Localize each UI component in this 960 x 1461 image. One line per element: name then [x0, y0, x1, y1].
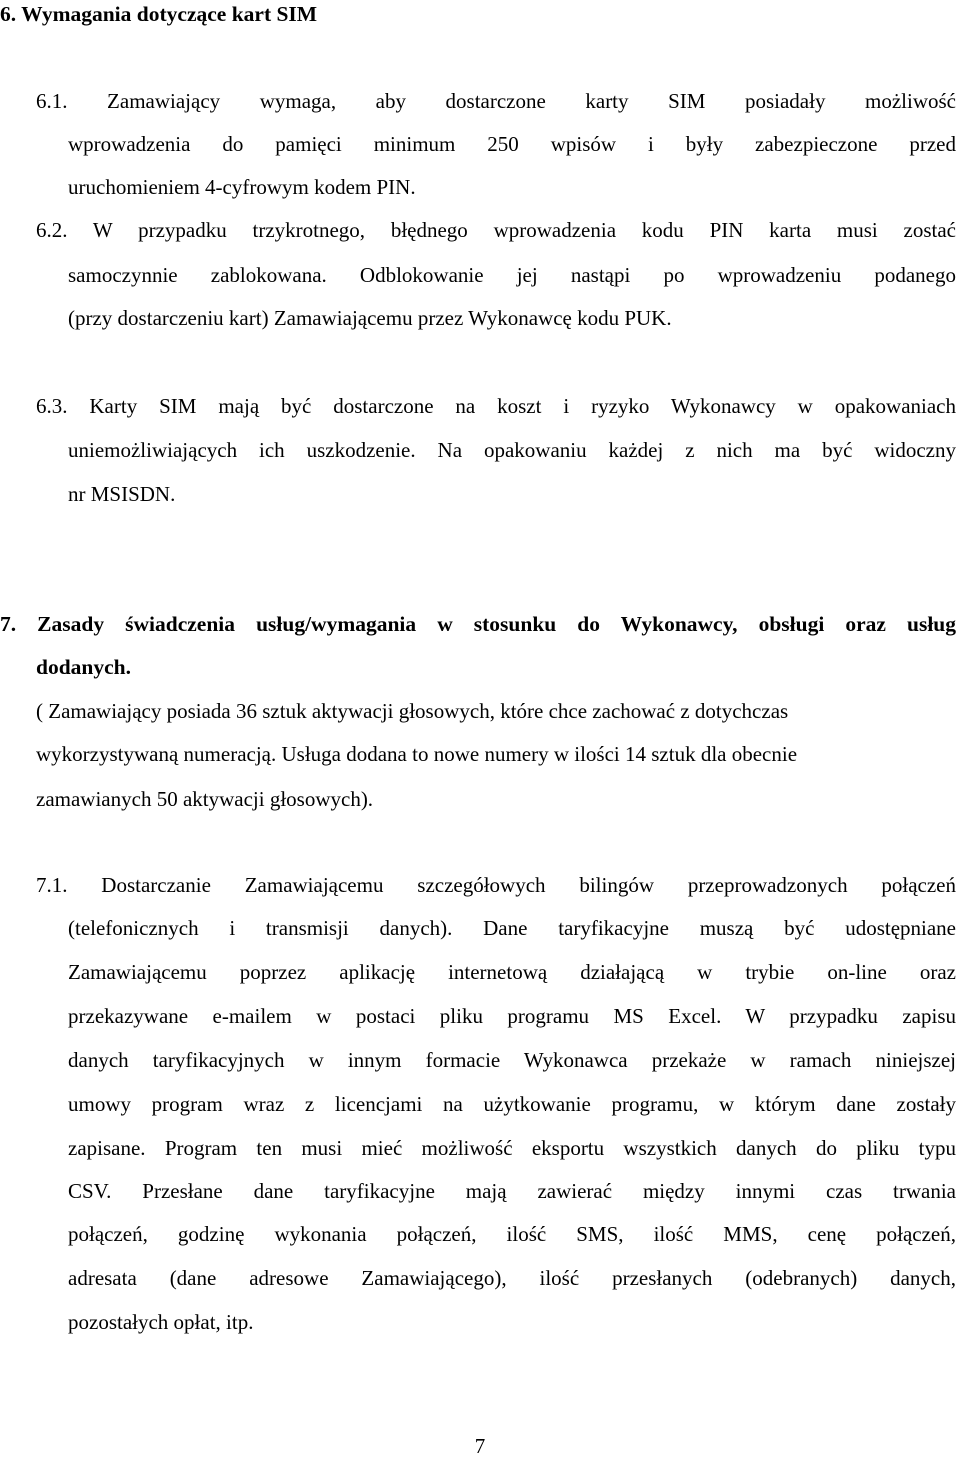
paragraph-7-1-line-2: (telefonicznych i transmisji danych). Dane taryfikacyjne muszą być udostępniane [68, 916, 956, 940]
section-6-heading: 6. Wymagania dotyczące kart SIM [0, 2, 318, 26]
note-line-2: wykorzystywaną numeracją. Usługa dodana to nowe numery w ilości 14 sztuk dla obecnie [36, 742, 798, 766]
paragraph-7-1-line-11: pozostałych opłat, itp. [68, 1310, 254, 1334]
paragraph-6-1-line-1: 6.1. Zamawiający wymaga, aby dostarczone karty SIM posiadały możliwość [36, 89, 956, 113]
paragraph-6-3-line-1: 6.3. Karty SIM mają być dostarczone na koszt i ryzyko Wykonawcy w opakowaniach [36, 394, 956, 418]
paragraph-7-1-line-6: umowy program wraz z licencjami na użytkowanie programu, w którym dane zostały [68, 1092, 956, 1116]
paragraph-7-1-line-3: Zamawiającemu poprzez aplikację internetową działającą w trybie on-line oraz [68, 960, 956, 984]
paragraph-6-2-line-1: 6.2. W przypadku trzykrotnego, błędnego wprowadzenia kodu PIN karta musi zostać [36, 218, 956, 242]
section-7-heading-line-2: dodanych. [36, 655, 131, 679]
paragraph-6-3-line-2: uniemożliwiających ich uszkodzenie. Na opakowaniu każdej z nich ma być widoczny [68, 438, 956, 462]
page-number: 7 [474, 1434, 486, 1458]
paragraph-6-2-line-2: samoczynnie zablokowana. Odblokowanie jej nastąpi po wprowadzeniu podanego [68, 263, 956, 287]
paragraph-6-3-line-3: nr MSISDN. [68, 482, 176, 506]
paragraph-7-1-line-5: danych taryfikacyjnych w innym formacie Wykonawca przekaże w ramach niniejszej [68, 1048, 956, 1072]
paragraph-6-1-line-3: uruchomieniem 4-cyfrowym kodem PIN. [68, 175, 416, 199]
paragraph-7-1-line-7: zapisane. Program ten musi mieć możliwość eksportu wszystkich danych do pliku typu [68, 1136, 956, 1160]
note-line-1: ( Zamawiający posiada 36 sztuk aktywacji głosowych, które chce zachować z dotychczas [36, 699, 789, 723]
paragraph-7-1-line-9: połączeń, godzinę wykonania połączeń, ilość SMS, ilość MMS, cenę połączeń, [68, 1222, 956, 1246]
paragraph-7-1-line-10: adresata (dane adresowe Zamawiającego), ilość przesłanych (odebranych) danych, [68, 1266, 956, 1290]
paragraph-6-1-line-2: wprowadzenia do pamięci minimum 250 wpisów i były zabezpieczone przed [68, 132, 956, 156]
section-7-heading-line-1: 7. Zasady świadczenia usług/wymagania w stosunku do Wykonawcy, obsługi oraz usług [0, 612, 956, 636]
paragraph-7-1-line-8: CSV. Przesłane dane taryfikacyjne mają zawierać między innymi czas trwania [68, 1179, 956, 1203]
note-line-3: zamawianych 50 aktywacji głosowych). [36, 787, 374, 811]
paragraph-7-1-line-4: przekazywane e-mailem w postaci pliku programu MS Excel. W przypadku zapisu [68, 1004, 956, 1028]
paragraph-7-1-line-1: 7.1. Dostarczanie Zamawiającemu szczegółowych bilingów przeprowadzonych połączeń [36, 873, 956, 897]
paragraph-6-2-line-3: (przy dostarczeniu kart) Zamawiającemu przez Wykonawcę kodu PUK. [68, 306, 672, 330]
